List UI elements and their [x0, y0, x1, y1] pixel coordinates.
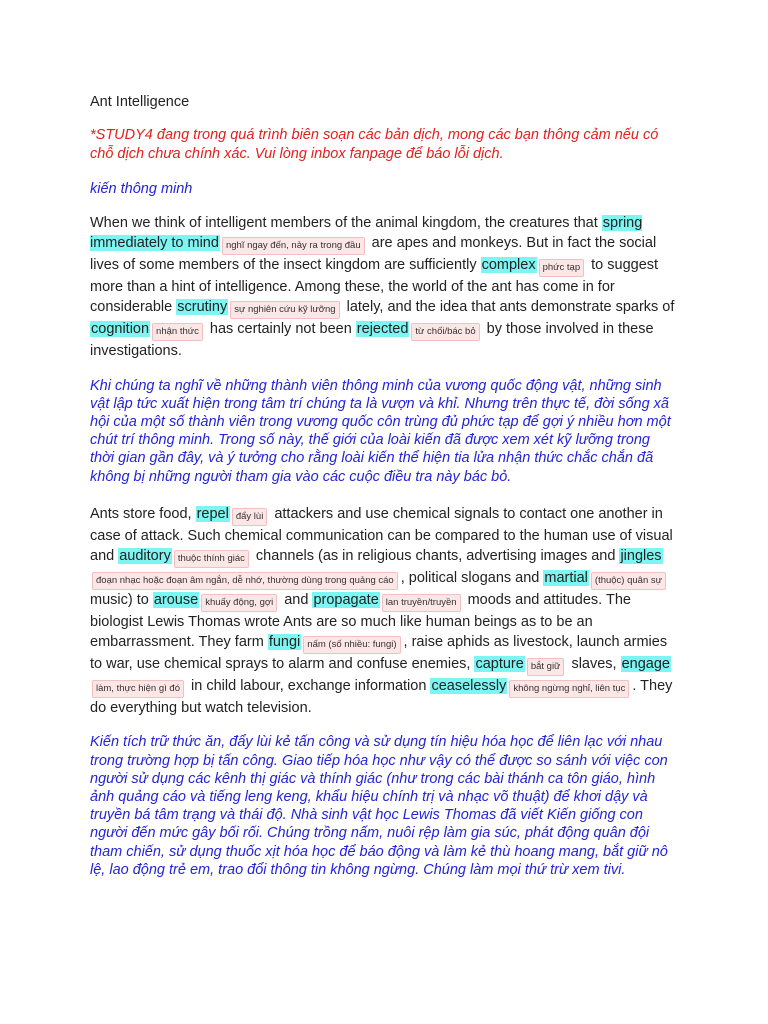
- body-text: are apes and monkeys. But in fact the social lives of some members of the insect kingdom are sufficiently: [90, 235, 657, 274]
- vocab-highlight[interactable]: auditory: [119, 548, 171, 565]
- body-text: , political slogans and: [400, 570, 544, 587]
- vocab-gloss: phức tạp: [539, 259, 585, 277]
- vocab-gloss: đoạn nhạc hoặc đoạn âm ngắn, dễ nhớ, thường dùng trong quảng cáo: [92, 572, 398, 590]
- body-text: has certainly not been: [205, 321, 356, 338]
- vocab-highlight[interactable]: rejected: [356, 321, 409, 338]
- vocab-gloss: từ chối/bác bỏ: [411, 323, 479, 341]
- vocab-highlight[interactable]: propagate: [313, 592, 379, 609]
- body-text: to suggest more than a hint of intelligence. Among these, the world of the ant has come in for considerable: [90, 257, 659, 316]
- vocab-gloss: lan truyền/truyền: [382, 594, 461, 612]
- english-paragraph-2: [90, 504, 678, 719]
- vocab-highlight[interactable]: spring immediately to mind: [90, 215, 643, 252]
- vocab-highlight[interactable]: jingles: [620, 548, 662, 565]
- body-text: lately, and the idea that ants demonstrate sparks of: [342, 299, 675, 316]
- vocab-gloss: bắt giữ: [527, 658, 565, 676]
- vocab-highlight[interactable]: repel: [196, 505, 229, 522]
- body-text: and: [280, 592, 313, 609]
- body-text: by those involved in these investigations.: [90, 321, 654, 360]
- vietnamese-title: kiến thông minh: [90, 181, 193, 197]
- vietnamese-paragraph-1: Khi chúng ta nghĩ về những thành viên thông minh của vương quốc động vật, những sinh vật lập tức xuất hiện trong tâm trí chúng ta là vượn và khỉ. Nhưng trên thực tế, đời sống xã hội của một số thành viên trong vương quốc côn trùng đủ phức tạp để gợi ý nhiều hơn một chút trí thông minh. Trong số này, thế giới của loài kiến đã được xem xét kỹ lưỡng trong thời gian gần đây, và ý tưởng cho rằng loài kiến thể hiện tia lửa nhận thức chắc chắn đã không bị những người tham gia vào các cuộc điều tra này bác bỏ.: [90, 377, 671, 485]
- body-text: music) to: [90, 592, 153, 609]
- document-title: Ant Intelligence: [90, 94, 190, 110]
- vocab-gloss: thuộc thính giác: [174, 550, 249, 568]
- vocab-gloss: sự nghiên cứu kỹ lưỡng: [230, 301, 339, 319]
- body-text: slaves,: [567, 656, 621, 673]
- vocab-gloss: khuấy động, gợi: [201, 594, 277, 612]
- vocab-gloss: nấm (số nhiều: fungi): [303, 636, 400, 654]
- vocab-highlight[interactable]: scrutiny: [177, 299, 228, 316]
- body-text: , raise aphids as livestock, launch armies to war, use chemical sprays to alarm and confuse enemies,: [90, 634, 668, 673]
- vocab-highlight[interactable]: capture: [475, 656, 524, 673]
- vocab-highlight[interactable]: martial: [544, 570, 588, 587]
- vocab-gloss: (thuộc) quân sự: [591, 572, 666, 590]
- vocab-gloss: nhận thức: [152, 323, 203, 341]
- english-paragraph-1: [90, 213, 678, 362]
- vocab-gloss: làm, thực hiện gì đó: [92, 680, 184, 698]
- vocab-gloss: nghĩ ngay đến, nảy ra trong đầu: [222, 237, 365, 255]
- body-text: moods and attitudes. The biologist Lewis Thomas wrote Ants are so much like human beings as to be an embarrassment. They farm: [90, 592, 631, 651]
- vocab-highlight[interactable]: arouse: [153, 592, 199, 609]
- vocab-highlight[interactable]: fungi: [268, 634, 301, 651]
- vocab-gloss: đẩy lùi: [232, 508, 267, 526]
- vocab-highlight[interactable]: engage: [621, 656, 670, 673]
- body-text: When we think of intelligent members of the animal kingdom, the creatures that: [90, 215, 602, 231]
- vocab-highlight[interactable]: ceaselessly: [431, 678, 507, 695]
- vietnamese-paragraph-2: Kiến tích trữ thức ăn, đẩy lùi kẻ tấn công và sử dụng tín hiệu hóa học để liên lạc với nhau trong trường hợp bị tấn công. Giao tiếp hóa học như vậy có thể được so sánh với việc con người sử dụng các kênh thị giác và thính giác (như trong các bài thánh ca tôn giáo, hình ảnh quảng cáo và tiếng leng keng, khẩu hiệu chính trị và nhạc võ thuật) để khơi dậy và truyền bá tâm trạng và thái độ. Nhà sinh vật học Lewis Thomas đã viết Kiến giống con người đến mức gây bối rối. Chúng trồng nấm, nuôi rệp làm gia súc, phát động quân đội tham chiến, sử dụng thuốc xịt hóa học để báo động và làm kẻ thù hoang mang, bắt giữ nô lệ, lao động trẻ em, trao đổi thông tin không ngừng. Chúng làm mọi thứ trừ xem tivi.: [90, 734, 668, 878]
- body-text: in child labour, exchange information: [187, 678, 431, 695]
- body-text: Ants store food,: [90, 505, 196, 522]
- vocab-highlight[interactable]: complex: [481, 257, 536, 274]
- body-text: . They do everything but watch television.: [90, 678, 673, 717]
- body-text: channels (as in religious chants, advertising images and: [251, 548, 620, 565]
- body-text: attackers and use chemical signals to contact one another in case of attack. Such chemical communication can be compared to the human use of visual and: [90, 505, 673, 565]
- translation-notice: *STUDY4 đang trong quá trình biên soạn các bản dịch, mong các bạn thông cảm nếu có chỗ dịch chưa chính xác. Vui lòng inbox fanpage để báo lỗi dịch.: [90, 127, 659, 162]
- vocab-gloss: không ngừng nghỉ, liên tục: [509, 680, 629, 698]
- vocab-highlight[interactable]: cognition: [91, 321, 150, 338]
